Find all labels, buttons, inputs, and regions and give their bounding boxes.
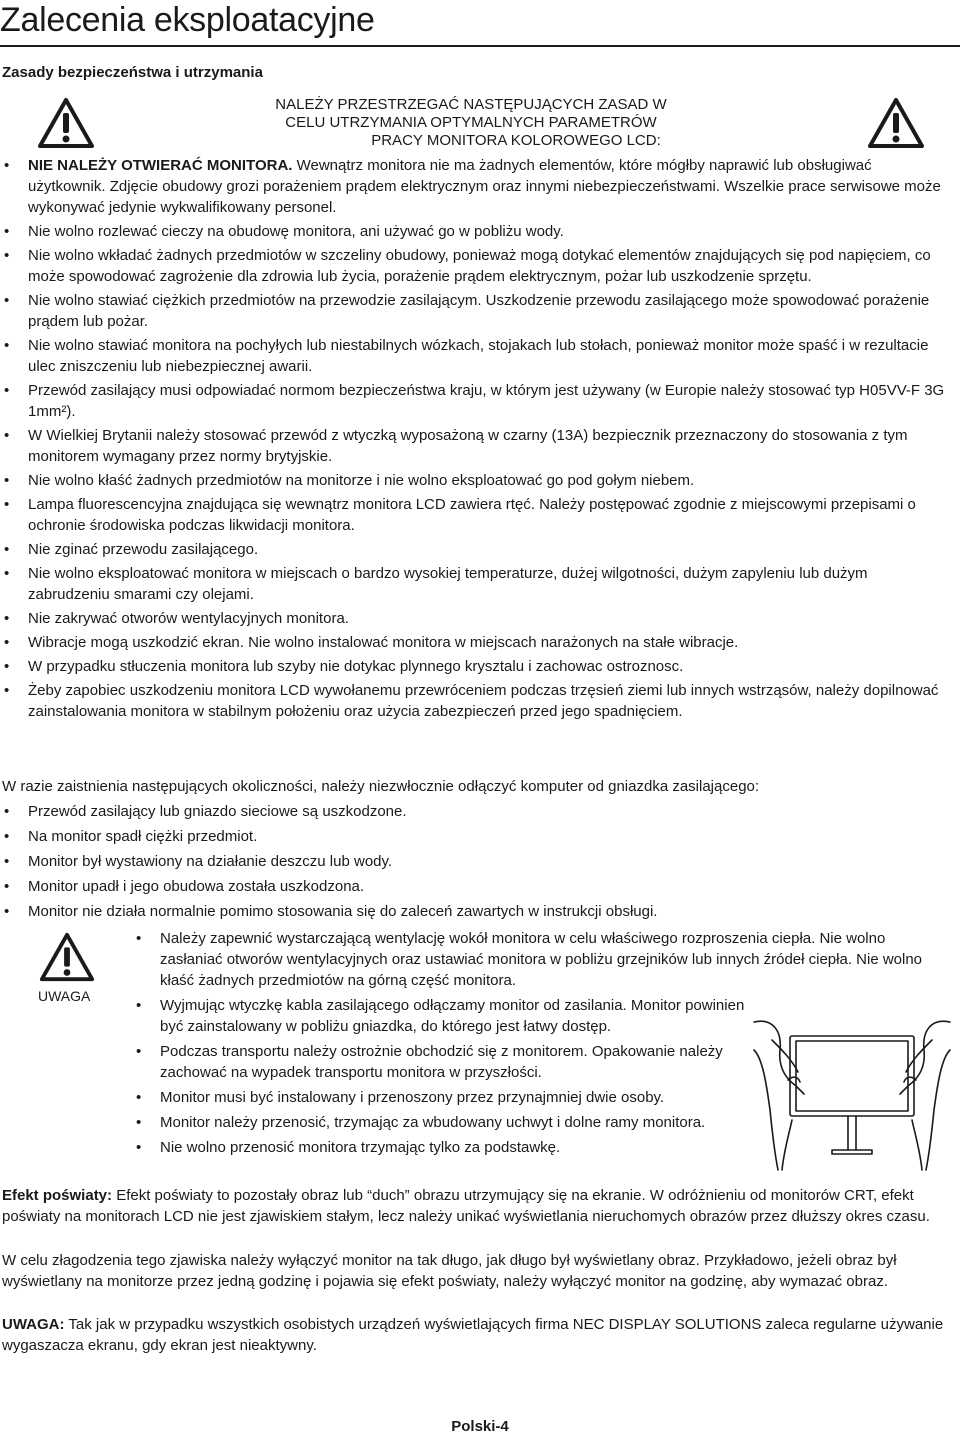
list-item: • Należy zapewnić wystarczającą wentylację wokół monitora w celu właściwego rozproszenia ciepła. Nie wolno zasłaniać otworów wentylacyjnych oraz ustawiać monitora w pobliżu grzejników lub innych źródeł ciepła. Nie wolno kłaść żadnych przedmiotów na górną część monitora. (134, 928, 944, 991)
page-title: Zalecenia eksploatacyjne (0, 1, 375, 39)
list-item: • Nie zginać przewodu zasilającego. (2, 539, 952, 560)
warning-triangle-icon-left (36, 96, 96, 150)
notice-line: CELU UTRZYMANIA OPTYMALNYCH PARAMETRÓW (285, 114, 657, 131)
note-paragraph: UWAGA: Tak jak w przypadku wszystkich osobistych urządzeń wyświetlających firma NEC DISPLAY SOLUTIONS zaleca regularne używanie wygaszacza ekranu, gdy ekran jest nieaktywny. (2, 1316, 944, 1354)
list-item: • Nie wolno rozlewać cieczy na obudowę monitora, ani używać go w pobliżu wody. (2, 221, 952, 242)
list-item: • Monitor musi być instalowany i przenoszony przez przynajmniej dwie osoby. (134, 1087, 750, 1108)
page-number: Polski-4 (451, 1418, 509, 1435)
list-item: • Przewód zasilający musi odpowiadać normom bezpieczeństwa kraju, w którym jest używany (w Europie należy stosować typ H05VV-F 3G 1mm²). (2, 380, 952, 422)
list-item: • W przypadku stłuczenia monitora lub szyby nie dotykac plynnego krysztalu i zachowac ostroznosc. (2, 656, 952, 677)
list-item: • Wibracje mogą uszkodzić ekran. Nie wolno instalować monitora w miejscach narażonych na stałe wibracje. (2, 632, 952, 653)
list-item: • Nie zakrywać otworów wentylacyjnych monitora. (2, 608, 952, 629)
list-item: • NIE NALEŻY OTWIERAĆ MONITORA. Wewnątrz monitora nie ma żadnych elementów, które mógłby naprawić lub obsługiwać użytkownik. Zdjęcie obudowy grozi porażeniem prądem elektrycznym oraz innymi niebezpieczeństwami. Wszelkie prace serwisowe może wykonywać jedynie wykwalifikowany personel. (2, 155, 952, 218)
list-item: • Wyjmując wtyczkę kabla zasilającego odłączamy monitor od zasilania. Monitor powinien być zainstalowany w pobliżu gniazdka, do którego jest łatwy dostęp. (134, 995, 750, 1037)
list-item: • Żeby zapobiec uszkodzeniu monitora LCD wywołanemu przewróceniem podczas trzęsień ziemi lub innych wstrząsów, należy dopilnować zainstalowania monitora w stabilnym położeniu oraz użycia zabezpieczeń przed jego spadnięciem. (2, 680, 952, 722)
list-item: • Monitor należy przenosić, trzymając za wbudowany uchwyt i dolne ramy monitora. (134, 1112, 720, 1133)
list-item: • W Wielkiej Brytanii należy stosować przewód z wtyczką wyposażoną w czarny (13A) bezpiecznik przeznaczony do stosowania z tym monitorem wymagany przez normy brytyjskie. (2, 425, 952, 467)
notice-line: NALEŻY PRZESTRZEGAĆ NASTĘPUJĄCYCH ZASAD W (275, 96, 667, 113)
section-subtitle: Zasady bezpieczeństwa i utrzymania (2, 64, 263, 81)
list-item: • Na monitor spadł ciężki przedmiot. (2, 826, 952, 847)
carrying-monitor-illustration (752, 1010, 952, 1175)
list-item: • Podczas transportu należy ostrożnie obchodzić się z monitorem. Opakowanie należy zachować na wypadek transportu monitora w przyszłości. (134, 1041, 750, 1083)
caution-label: UWAGA (38, 988, 91, 1004)
list-item: • Przewód zasilający lub gniazdo sieciowe są uszkodzone. (2, 801, 952, 822)
list-item: • Monitor upadł i jego obudowa została uszkodzona. (2, 876, 952, 897)
list-item: • Nie wolno eksploatować monitora w miejscach o bardzo wysokiej temperaturze, dużej wilgotności, dużym zapyleniu lub dużym zabrudzeniu smarami czy olejami. (2, 563, 952, 605)
disconnect-list (2, 801, 952, 922)
warning-triangle-icon-right (866, 96, 926, 150)
safety-list (2, 155, 952, 722)
safety-notice (238, 96, 704, 150)
afterglow-paragraph: Efekt poświaty: Efekt poświaty to pozostały obraz lub “duch” obrazu utrzymujący się na ekranie. W odróżnieniu od monitorów CRT, efekt poświaty na monitorach LCD nie jest zjawiskiem stałym, lecz należy unikać wyświetlania nieruchomych obrazów przez dłuższy okres czasu. (2, 1187, 930, 1225)
list-item: • Nie wolno stawiać monitora na pochyłych lub niestabilnych wózkach, stojakach lub stołach, ponieważ monitor może spaść i w rezultacie ulec zniszczeniu lub niebezpiecznej awarii. (2, 335, 952, 377)
title-rule (0, 45, 960, 47)
list-item: • Nie wolno wkładać żadnych przedmiotów w szczeliny obudowy, ponieważ mogą dotykać elementów znajdujących się pod napięciem, co może spowodować zagrożenie dla zdrowia lub życia, porażenie prądem elektrycznym, pożar lub uszkodzenie sprzętu. (2, 245, 952, 287)
list-item: • Nie wolno przenosić monitora trzymając tylko za podstawkę. (134, 1137, 750, 1158)
notice-line: PRACY MONITORA KOLOROWEGO LCD: (371, 132, 661, 149)
afterglow-paragraph-2: W celu złagodzenia tego zjawiska należy wyłączyć monitor na tak długo, jak długo był wyświetlany obraz. Przykładowo, jeżeli obraz był wyświetlany na monitorze przez jedną godzinę i pojawia się efekt poświaty, należy wyłączyć monitor na godzinę, aby wymazać obraz. (2, 1252, 897, 1290)
list-item: • Monitor był wystawiony na działanie deszczu lub wody. (2, 851, 952, 872)
list-item: • Lampa fluorescencyjna znajdująca się wewnątrz monitora LCD zawiera rtęć. Należy postępować zgodnie z miejscowymi przepisami o ochronie środowiska podczas likwidacji monitora. (2, 494, 952, 536)
disconnect-intro: W razie zaistnienia następujących okoliczności, należy niezwłocznie odłączyć komputer od gniazdka zasilającego: (2, 778, 760, 795)
caution-triangle-icon (38, 930, 96, 984)
list-item: • Nie wolno kłaść żadnych przedmiotów na monitorze i nie wolno eksploatować go pod gołym niebem. (2, 470, 952, 491)
list-item: • Monitor nie działa normalnie pomimo stosowania się do zaleceń zawartych w instrukcji obsługi. (2, 901, 952, 922)
list-item: • Nie wolno stawiać ciężkich przedmiotów na przewodzie zasilającym. Uszkodzenie przewodu zasilającego może spowodować porażenie prądem lub pożar. (2, 290, 952, 332)
